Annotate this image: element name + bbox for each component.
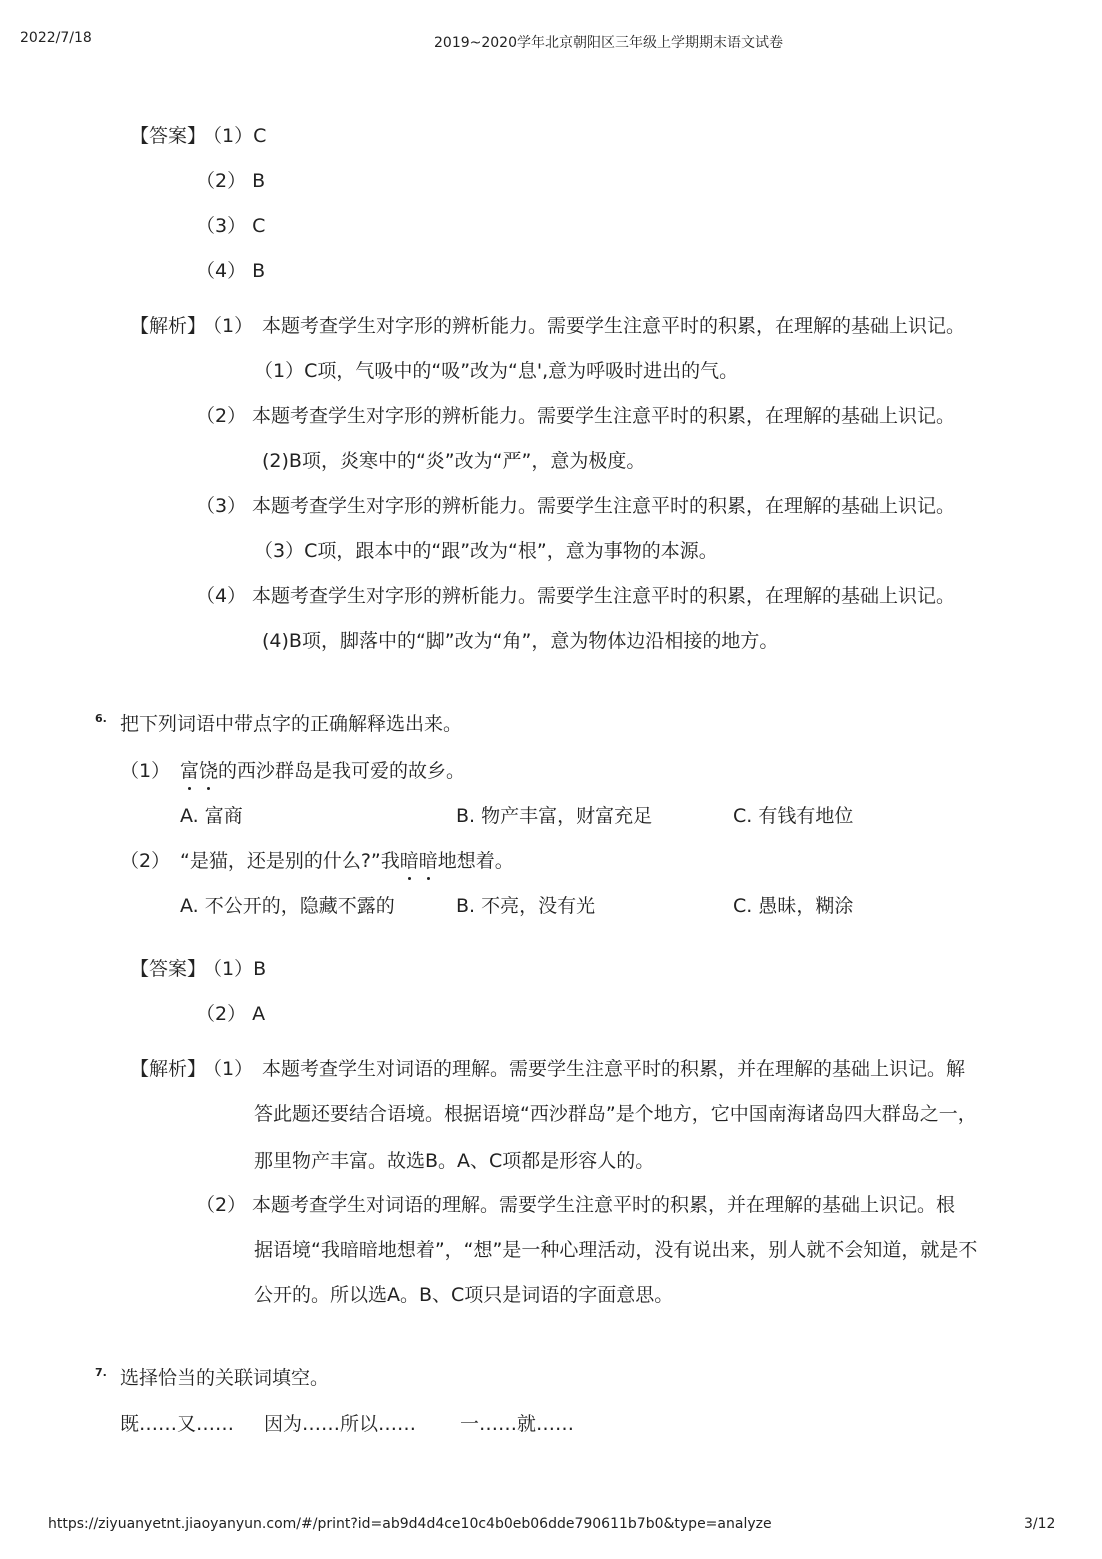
q6-answer-label: 【答案】 [130,958,207,980]
page-number: 3/12 [1024,1516,1056,1532]
q5-analysis-2-text: 本题考查学生对字形的辨析能力。需要学生注意平时的积累，在理解的基础上识记。 [252,405,956,427]
q5-analysis-3-detail: （3）C项，跟本中的“跟”改为“根”，意为事物的本源。 [254,540,718,562]
q5-analysis-4-detail: (4)B项，脚落中的“脚”改为“角”，意为物体边沿相接的地方。 [262,630,779,652]
q5-analysis-1-detail: （1）C项，气吸中的“吸”改为“息',意为呼吸时进出的气。 [254,360,739,382]
q5-analysis-1-text: 本题考查学生对字形的辨析能力。需要学生注意平时的积累，在理解的基础上识记。 [262,315,966,337]
q6-sub1-option-b: B. 物产丰富，财富充足 [456,805,653,827]
q6-sub1-option-c: C. 有钱有地位 [733,805,854,827]
q5-answer-label: 【答案】 [130,125,207,147]
q7-choice-1: 既……又…… [120,1413,235,1435]
q6-analysis-1-line-1: 本题考查学生对词语的理解。需要学生注意平时的积累，并在理解的基础上识记。解 [262,1058,966,1080]
q6-analysis-label: 【解析】 [130,1058,207,1080]
q5-analysis-4-num: （4） [196,585,247,607]
q6-analysis-2-line-1: 本题考查学生对词语的理解。需要学生注意平时的积累，并在理解的基础上识记。根 [252,1194,956,1216]
q5-answer-1: （1）C [203,125,267,147]
q6-sub2-option-c: C. 愚昧，糊涂 [733,895,854,917]
q5-analysis-label: 【解析】 [130,315,207,337]
q6-sub2-sentence: “是猫，还是别的什么?”我暗暗 地想着。 [180,852,514,871]
q6-analysis-1-line-2: 答此题还要结合语境。根据语境“西沙群岛”是个地方，它中国南海诸岛四大群岛之一， [254,1103,977,1125]
q7-prompt: 选择恰当的关联词填空。 [120,1367,330,1389]
q7-choice-2: 因为……所以…… [264,1413,417,1435]
q5-analysis-1-num: （1） [203,315,254,337]
q6-prompt: 把下列词语中带点字的正确解释选出来。 [120,713,463,735]
q6-sub2-num: （2） [120,850,171,872]
q5-answer-2: （2） B [196,170,266,192]
emphasis-dot [427,877,430,880]
emphasis-dot [188,787,191,790]
print-date: 2022/7/18 [20,30,92,46]
q6-sub1-option-a: A. 富商 [180,805,243,827]
dotted-word: 富饶 [180,762,218,781]
q6-number: 6. [95,712,107,725]
q6-sub1-num: （1） [120,760,171,782]
q5-analysis-3-num: （3） [196,495,247,517]
page-url-link[interactable]: https://ziyuanyetnt.jiaoyanyun.com/#/print?id=ab9d4d4ce10c4b0eb06dde790611b7b0&type=analyze [48,1516,772,1532]
emphasis-dot [408,877,411,880]
q5-analysis-3-text: 本题考查学生对字形的辨析能力。需要学生注意平时的积累，在理解的基础上识记。 [252,495,956,517]
dotted-word: 暗暗 [400,852,438,871]
q6-answer-1: （1）B [203,958,267,980]
q6-analysis-1-num: （1） [203,1058,254,1080]
q5-answer-4: （4） B [196,260,266,282]
q6-sub2-option-b: B. 不亮，没有光 [456,895,596,917]
q7-number: 7. [95,1366,107,1379]
q6-analysis-2-line-3: 公开的。所以选A。B、C项只是词语的字面意思。 [254,1284,674,1306]
q6-sub2-option-a: A. 不公开的，隐藏不露的 [180,895,395,917]
q7-choice-3: 一……就…… [460,1413,575,1435]
q5-analysis-2-num: （2） [196,405,247,427]
q6-analysis-2-line-2: 据语境“我暗暗地想着”，“想”是一种心理活动，没有说出来，别人就不会知道，就是不 [254,1239,978,1261]
q6-answer-2: （2） A [196,1003,266,1025]
q6-analysis-1-line-3: 那里物产丰富。故选B。A、C项都是形容人的。 [254,1150,655,1172]
q6-sub1-sentence: 富饶 的西沙群岛是我可爱的故乡。 [180,762,465,781]
q5-answer-3: （3） C [196,215,266,237]
q5-analysis-2-detail: (2)B项，炎寒中的“炎”改为“严”，意为极度。 [262,450,646,472]
document-title: 2019~2020学年北京朝阳区三年级上学期期末语文试卷 [434,35,783,51]
emphasis-dot [207,787,210,790]
q6-analysis-2-num: （2） [196,1194,247,1216]
q5-analysis-4-text: 本题考查学生对字形的辨析能力。需要学生注意平时的积累，在理解的基础上识记。 [252,585,956,607]
